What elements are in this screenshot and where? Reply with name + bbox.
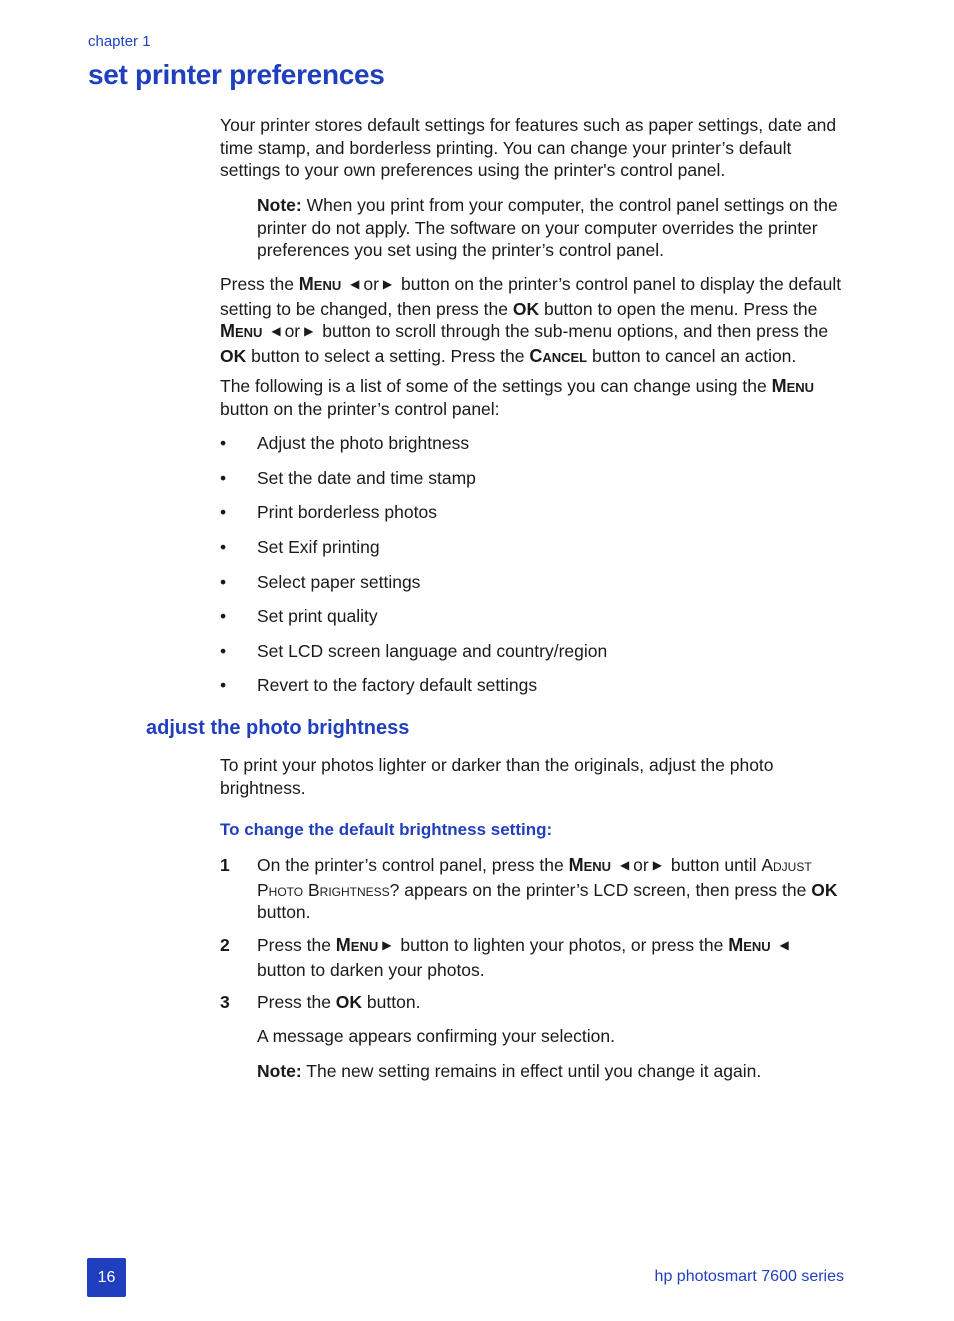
- bullet: •: [220, 641, 227, 661]
- right-arrow-icon: ▶: [382, 277, 393, 291]
- text-run: Press the: [220, 274, 299, 294]
- bullet: •: [220, 433, 227, 453]
- step-number: 3: [220, 992, 230, 1012]
- cancel-button-name: Cancel: [529, 345, 588, 366]
- note-label: Note:: [257, 1061, 302, 1081]
- chapter-label: chapter 1: [88, 33, 151, 50]
- menu-button-name: Menu: [298, 274, 342, 294]
- bullet: •: [220, 572, 227, 592]
- list-item: Revert to the factory default settings: [257, 675, 538, 695]
- menu-button-name: Menu: [335, 935, 379, 955]
- lcd-option-name: Adjust Photo Brightness: [257, 855, 812, 900]
- left-arrow-icon: ◀: [271, 324, 281, 338]
- right-arrow-icon: ▶: [382, 938, 392, 952]
- list-item: Adjust the photo brightness: [257, 433, 470, 453]
- section-paragraph: To print your photos lighter or darker than the originals, adjust the photo brightness.: [220, 755, 774, 798]
- bullet: •: [220, 606, 227, 626]
- menu-button-name: Menu: [771, 376, 815, 396]
- ok-button-name: OK: [811, 879, 838, 900]
- menu-button-name: Menu: [568, 855, 612, 875]
- list-item: Print borderless photos: [257, 502, 437, 522]
- procedure-heading: To change the default brightness setting:: [220, 820, 553, 839]
- text-run: button to scroll through the sub-menu options, and then press the: [322, 321, 829, 341]
- text-run: button to lighten your photos, or press the: [400, 935, 729, 955]
- bullet: •: [220, 537, 227, 557]
- confirmation-text: A message appears confirming your selection.: [257, 1026, 615, 1046]
- intro-paragraph: Your printer stores default settings for features such as paper settings, date and time stamp, and borderless printing. You can change your printer’s default settings to your own preferences using the printer's control panel.: [220, 115, 837, 180]
- ok-button-name: OK: [335, 992, 363, 1012]
- ok-button-name: OK: [220, 345, 247, 366]
- list-item: Select paper settings: [257, 572, 421, 592]
- text-run: On the printer’s control panel, press the: [257, 855, 569, 875]
- list-item: Set print quality: [257, 606, 378, 626]
- text-run: button to select a setting. Press the: [246, 345, 530, 366]
- text-run: ? appears on the printer’s LCD screen, then press the: [389, 879, 812, 900]
- text-run: button to darken your photos.: [257, 959, 485, 980]
- left-arrow-icon: ◀: [350, 277, 360, 291]
- text-run: Press the: [257, 992, 336, 1012]
- step-number: 1: [220, 855, 230, 875]
- bullet: •: [220, 675, 227, 695]
- text-run: or: [284, 321, 301, 341]
- text-run: Press the: [257, 935, 336, 955]
- page-title: set printer preferences: [88, 59, 385, 90]
- note-label: Note:: [257, 195, 302, 215]
- page-number: 16: [87, 1258, 126, 1297]
- text-run: button on the printer’s control panel:: [220, 398, 500, 419]
- text-run: button.: [257, 902, 311, 922]
- list-item: Set LCD screen language and country/region: [257, 641, 608, 661]
- text-run: or: [363, 274, 379, 294]
- product-name: hp photosmart 7600 series: [654, 1268, 844, 1285]
- right-arrow-icon: ▶: [304, 324, 314, 338]
- left-arrow-icon: ◀: [619, 858, 630, 872]
- bullet: •: [220, 502, 227, 522]
- menu-paragraph: [220, 273, 845, 367]
- note-2: [257, 1060, 847, 1083]
- left-arrow-icon: ◀: [779, 938, 789, 952]
- step-number: 2: [220, 935, 230, 955]
- text-run: button on the printer’s control panel to display the default setting to be changed, then press the: [220, 274, 842, 319]
- list-item: Set Exif printing: [257, 537, 380, 557]
- text-run: button to open the menu. Press the: [539, 298, 818, 319]
- step-1: [257, 854, 847, 924]
- menu-button-name: Menu: [220, 321, 263, 341]
- menu-button-name: Menu: [728, 935, 771, 955]
- list-intro: [220, 375, 845, 420]
- note-1: [257, 194, 847, 262]
- section-heading: adjust the photo brightness: [146, 717, 410, 739]
- list-item: Set the date and time stamp: [257, 468, 476, 488]
- step-3: [257, 991, 847, 1014]
- note-text: When you print from your computer, the control panel settings on the printer do not apply. The software on your computer overrides the printer preferences you set using the printer’s control panel.: [257, 195, 838, 260]
- note-text: The new setting remains in effect until you change it again.: [306, 1061, 762, 1081]
- ok-button-name: OK: [512, 298, 540, 319]
- right-arrow-icon: ▶: [652, 858, 662, 872]
- text-run: button to cancel an action.: [587, 345, 797, 366]
- step-2: [257, 934, 847, 981]
- text-run: button.: [362, 992, 421, 1012]
- text-run: or: [633, 855, 649, 875]
- bullet: •: [220, 468, 227, 488]
- text-run: button until: [670, 855, 762, 875]
- text-run: The following is a list of some of the settings you can change using the: [220, 376, 772, 396]
